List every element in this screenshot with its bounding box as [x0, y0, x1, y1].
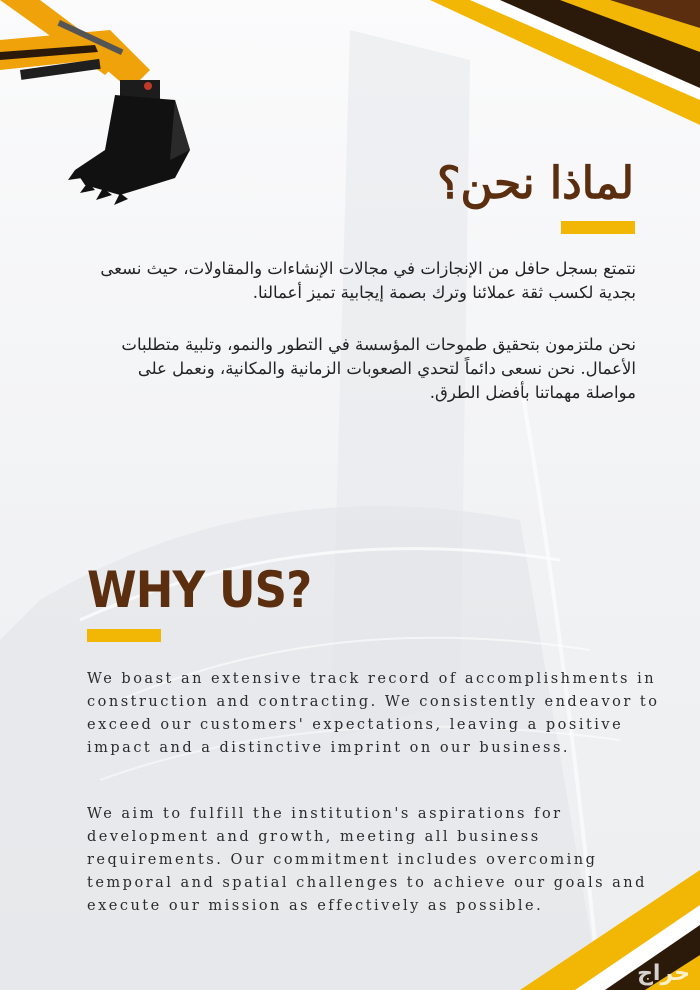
haraj-watermark: حراج [637, 961, 690, 986]
english-title: WHY US? [87, 561, 312, 619]
english-paragraph-2: We aim to fulfill the institution's aspirations for development and growth, meeting all business requirements. Our commitment includes overcoming temporal and spatial challenges to achieve our goals and execute our mission as effectively as possible. [87, 806, 647, 914]
arabic-title: لماذا نحن؟ [437, 158, 634, 209]
excavator-bucket-icon [0, 0, 200, 210]
arabic-paragraph-1: نتمتع بسجل حافل من الإنجازات في مجالات الإنشاءات والمقاولات، حيث نسعى بجدية لكسب ثقة عملائنا وترك بصمة إيجابية تميز أعمالنا. [100, 259, 636, 302]
english-title-underline [87, 629, 161, 642]
arabic-title-underline [561, 221, 635, 234]
top-right-stripes [430, 0, 700, 125]
english-paragraph-1: We boast an extensive track record of accomplishments in construction and contracting. We consistently endeavor to exceed our customers' expectations, leaving a positive impact and a distinctive imprint on our business. [87, 671, 660, 756]
arabic-paragraph-2: نحن ملتزمون بتحقيق طموحات المؤسسة في التطور والنمو، وتلبية متطلبات الأعمال. نحن نسعى دائماً لتحدي الصعوبات الزمانية والمكانية، ونعمل على مواصلة مهماتنا بأفضل الطرق. [121, 335, 636, 402]
